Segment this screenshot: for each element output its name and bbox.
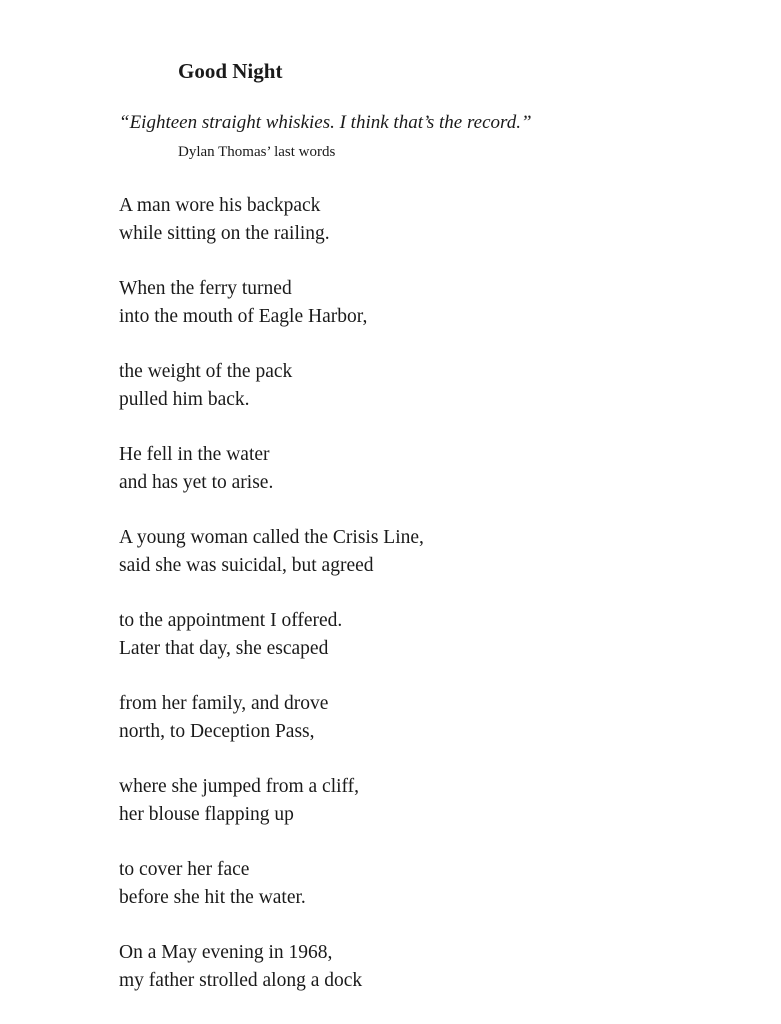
stanza bbox=[119, 856, 719, 911]
epigraph-attribution: Dylan Thomas’ last words bbox=[178, 144, 336, 160]
poem-line: her blouse flapping up bbox=[119, 803, 294, 825]
poem-line: pulled him back. bbox=[119, 388, 250, 410]
poem-line: A man wore his backpack bbox=[119, 195, 321, 216]
poem-line: north, to Deception Pass, bbox=[119, 720, 315, 742]
stanza bbox=[119, 607, 719, 662]
stanza bbox=[119, 192, 719, 247]
poem-line: from her family, and drove bbox=[119, 693, 329, 714]
stanza bbox=[119, 939, 719, 994]
poem-line: to cover her face bbox=[119, 859, 250, 880]
poem-line: He fell in the water bbox=[119, 444, 270, 465]
poem-line: before she hit the water. bbox=[119, 886, 306, 908]
stanza bbox=[119, 773, 719, 828]
stanza bbox=[119, 441, 719, 496]
poem-line: Later that day, she escaped bbox=[119, 637, 329, 659]
stanza bbox=[119, 690, 719, 745]
poem-line: A young woman called the Crisis Line, bbox=[119, 527, 424, 548]
poem-line: where she jumped from a cliff, bbox=[119, 776, 360, 797]
poem-line: while sitting on the railing. bbox=[119, 222, 330, 244]
poem-line: When the ferry turned bbox=[119, 278, 292, 299]
poem-line: into the mouth of Eagle Harbor, bbox=[119, 305, 368, 327]
poem-line: my father strolled along a dock bbox=[119, 969, 363, 991]
poem-line: On a May evening in 1968, bbox=[119, 942, 333, 963]
stanza bbox=[119, 524, 719, 579]
poem-line: the weight of the pack bbox=[119, 361, 293, 382]
epigraph-quote: “Eighteen straight whiskies. I think that’s the record.” bbox=[119, 112, 532, 133]
poem-title: Good Night bbox=[178, 59, 283, 83]
stanza bbox=[119, 275, 719, 330]
poem-body bbox=[119, 192, 719, 1022]
poem-line: and has yet to arise. bbox=[119, 471, 274, 493]
stanza bbox=[119, 358, 719, 413]
poem-line: said she was suicidal, but agreed bbox=[119, 554, 374, 576]
poem-line: to the appointment I offered. bbox=[119, 610, 343, 631]
